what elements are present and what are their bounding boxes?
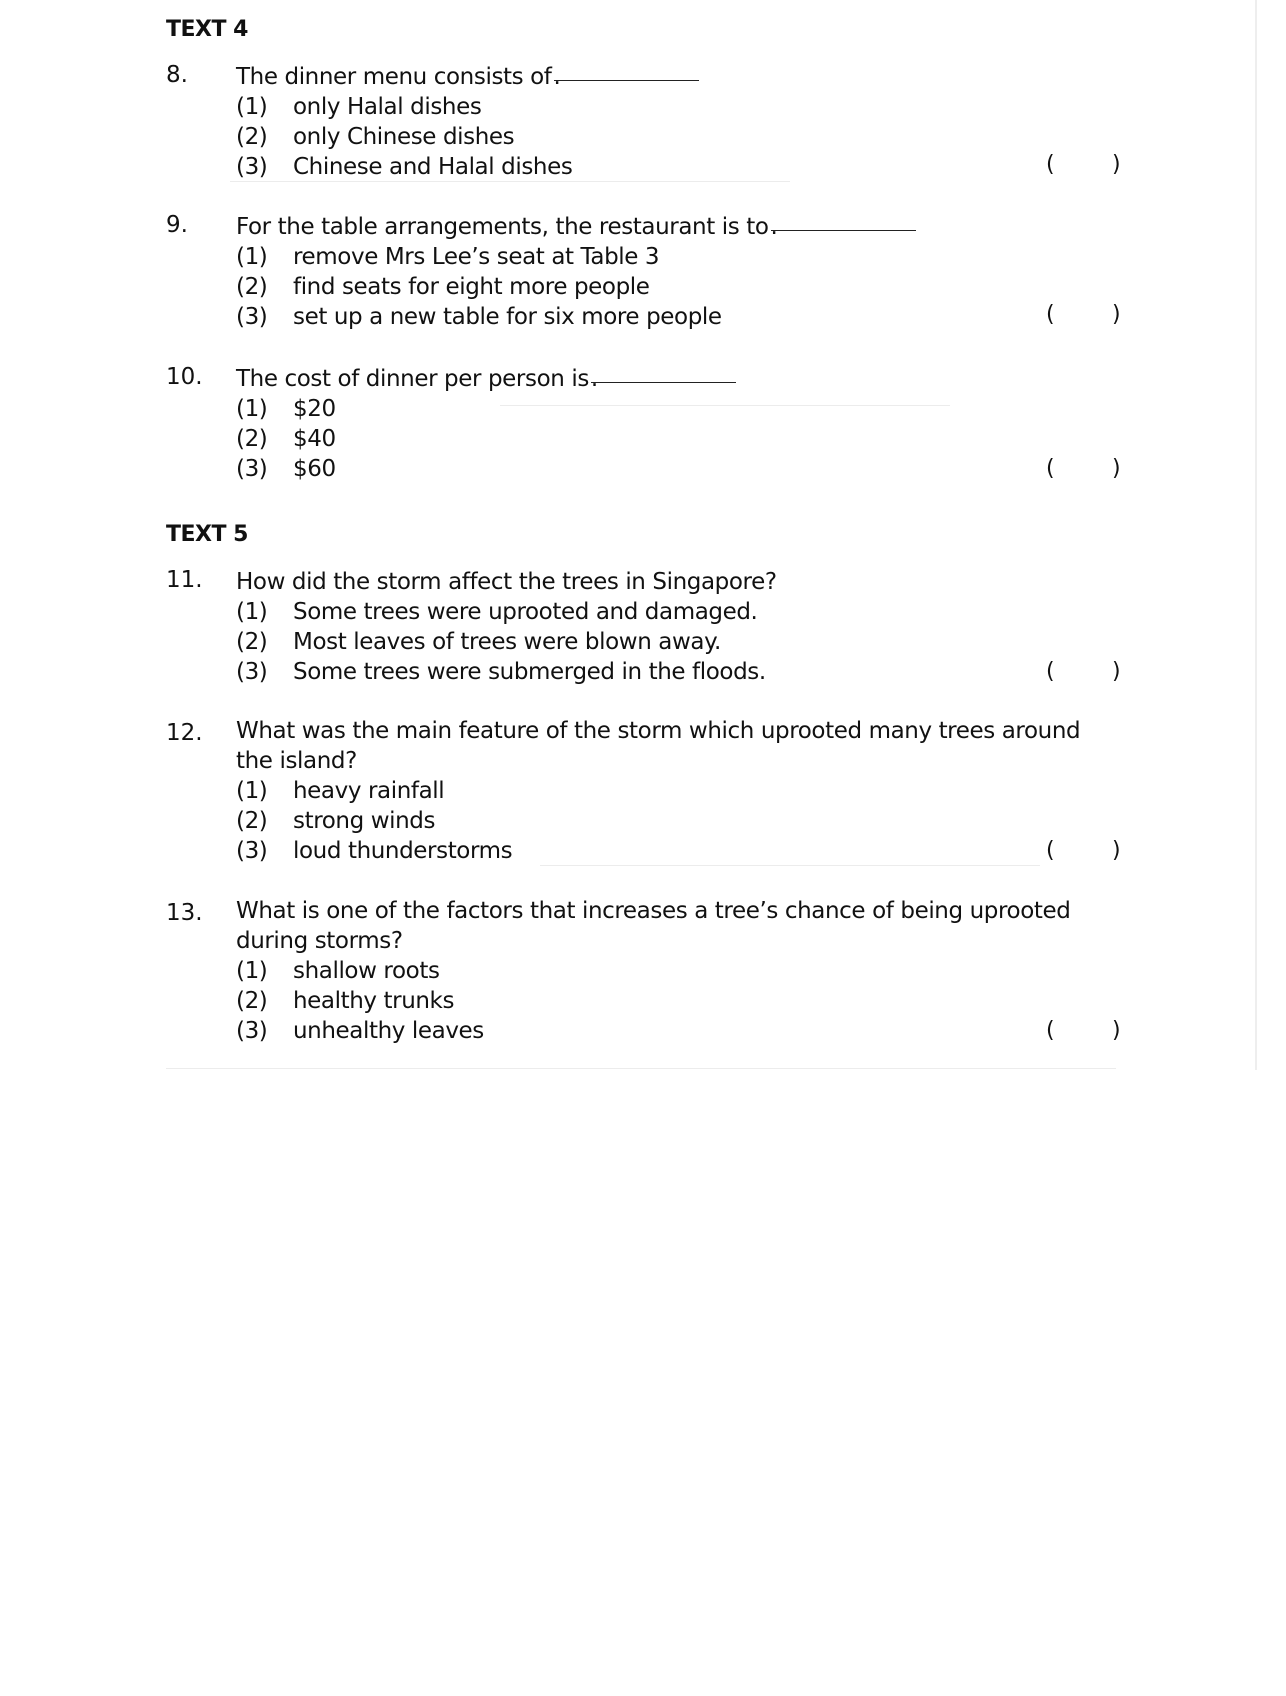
bleed-through-line	[166, 1068, 1116, 1069]
option-3	[236, 836, 936, 866]
option-3	[236, 152, 936, 182]
answer-box[interactable]	[1046, 836, 1126, 866]
option-number: (1)	[236, 94, 268, 120]
option-text: set up a new table for six more people	[293, 304, 722, 330]
question-stem	[236, 896, 1116, 956]
question-stem	[236, 364, 1116, 394]
option-list	[236, 776, 936, 866]
question-stem-line: the island?	[236, 748, 357, 774]
question-stem	[236, 62, 1116, 92]
option-2	[236, 806, 936, 836]
option-text: only Halal dishes	[293, 94, 482, 120]
option-list	[236, 92, 936, 182]
open-bracket: (	[1046, 1018, 1055, 1043]
question-stem	[236, 212, 1116, 242]
question-stem-line: during storms?	[236, 928, 403, 954]
option-number: (3)	[236, 659, 268, 685]
option-number: (3)	[236, 456, 268, 482]
section-heading-text-4: TEXT 4	[166, 17, 248, 42]
option-text: remove Mrs Lee’s seat at Table 3	[293, 244, 660, 270]
close-bracket: )	[1112, 456, 1121, 481]
answer-box[interactable]	[1046, 657, 1126, 687]
close-bracket: )	[1112, 152, 1121, 177]
option-number: (2)	[236, 426, 268, 452]
option-number: (1)	[236, 778, 268, 804]
option-number: (2)	[236, 629, 268, 655]
option-1	[236, 776, 936, 806]
option-number: (2)	[236, 808, 268, 834]
option-text: $60	[293, 456, 336, 482]
close-bracket: )	[1112, 1018, 1121, 1043]
option-2	[236, 986, 936, 1016]
option-number: (1)	[236, 396, 268, 422]
close-bracket: )	[1112, 659, 1121, 684]
option-1	[236, 597, 936, 627]
question-8	[166, 62, 1126, 182]
option-text: strong winds	[293, 808, 436, 834]
option-number: (2)	[236, 274, 268, 300]
option-text: find seats for eight more people	[293, 274, 650, 300]
option-text: unhealthy leaves	[293, 1018, 484, 1044]
answer-box[interactable]	[1046, 150, 1126, 180]
question-stem-text: The dinner menu consists of	[236, 64, 552, 90]
option-text: Most leaves of trees were blown away.	[293, 629, 721, 655]
option-list	[236, 394, 936, 484]
option-1	[236, 92, 936, 122]
option-3	[236, 454, 936, 484]
question-stem: How did the storm affect the trees in Singapore?	[236, 569, 777, 595]
option-number: (3)	[236, 154, 268, 180]
option-1	[236, 242, 936, 272]
option-number: (2)	[236, 988, 268, 1014]
option-text: heavy rainfall	[293, 778, 445, 804]
option-number: (3)	[236, 838, 268, 864]
close-bracket: )	[1112, 838, 1121, 863]
question-stem-line: What was the main feature of the storm which uprooted many trees around	[236, 718, 1081, 744]
question-13	[166, 896, 1126, 1046]
option-text: $40	[293, 426, 336, 452]
option-2	[236, 627, 936, 657]
option-text: $20	[293, 396, 336, 422]
question-number: 9.	[166, 212, 188, 238]
option-text: loud thunderstorms	[293, 838, 513, 864]
open-bracket: (	[1046, 456, 1055, 481]
question-number: 12.	[166, 720, 203, 746]
section-heading-text-5: TEXT 5	[166, 522, 248, 547]
option-number: (1)	[236, 244, 268, 270]
option-list	[236, 956, 936, 1046]
option-text: healthy trunks	[293, 988, 455, 1014]
question-number: 13.	[166, 900, 203, 926]
option-2	[236, 122, 936, 152]
option-number: (1)	[236, 599, 268, 625]
question-stem-text: For the table arrangements, the restaurant is to	[236, 214, 769, 240]
open-bracket: (	[1046, 302, 1055, 327]
question-11	[166, 567, 1126, 687]
option-number: (3)	[236, 1018, 268, 1044]
answer-box[interactable]	[1046, 454, 1126, 484]
option-number: (1)	[236, 958, 268, 984]
option-3	[236, 302, 936, 332]
answer-box[interactable]	[1046, 300, 1126, 330]
option-text: Some trees were submerged in the floods.	[293, 659, 766, 685]
question-stem	[236, 716, 1116, 776]
question-stem-line: What is one of the factors that increases a tree’s chance of being uprooted	[236, 898, 1071, 924]
question-number: 8.	[166, 62, 188, 88]
option-text: Chinese and Halal dishes	[293, 154, 573, 180]
open-bracket: (	[1046, 838, 1055, 863]
option-1	[236, 394, 936, 424]
option-list	[236, 242, 936, 332]
open-bracket: (	[1046, 659, 1055, 684]
option-3	[236, 1016, 936, 1046]
option-text: Some trees were uprooted and damaged.	[293, 599, 758, 625]
option-1	[236, 956, 936, 986]
answer-blank[interactable]	[554, 62, 699, 81]
question-10	[166, 364, 1126, 484]
open-bracket: (	[1046, 152, 1055, 177]
question-9	[166, 212, 1126, 332]
option-text: only Chinese dishes	[293, 124, 515, 150]
question-number: 11.	[166, 567, 203, 593]
answer-blank[interactable]	[591, 364, 736, 383]
option-3	[236, 657, 936, 687]
question-number: 10.	[166, 364, 203, 390]
close-bracket: )	[1112, 302, 1121, 327]
option-number: (2)	[236, 124, 268, 150]
option-2	[236, 272, 936, 302]
option-number: (3)	[236, 304, 268, 330]
answer-blank[interactable]	[771, 212, 916, 231]
answer-box[interactable]	[1046, 1016, 1126, 1046]
question-stem-text: The cost of dinner per person is	[236, 366, 589, 392]
question-12	[166, 716, 1126, 866]
page-edge-shadow	[1255, 0, 1257, 1070]
option-2	[236, 424, 936, 454]
option-list	[236, 597, 936, 687]
option-text: shallow roots	[293, 958, 440, 984]
